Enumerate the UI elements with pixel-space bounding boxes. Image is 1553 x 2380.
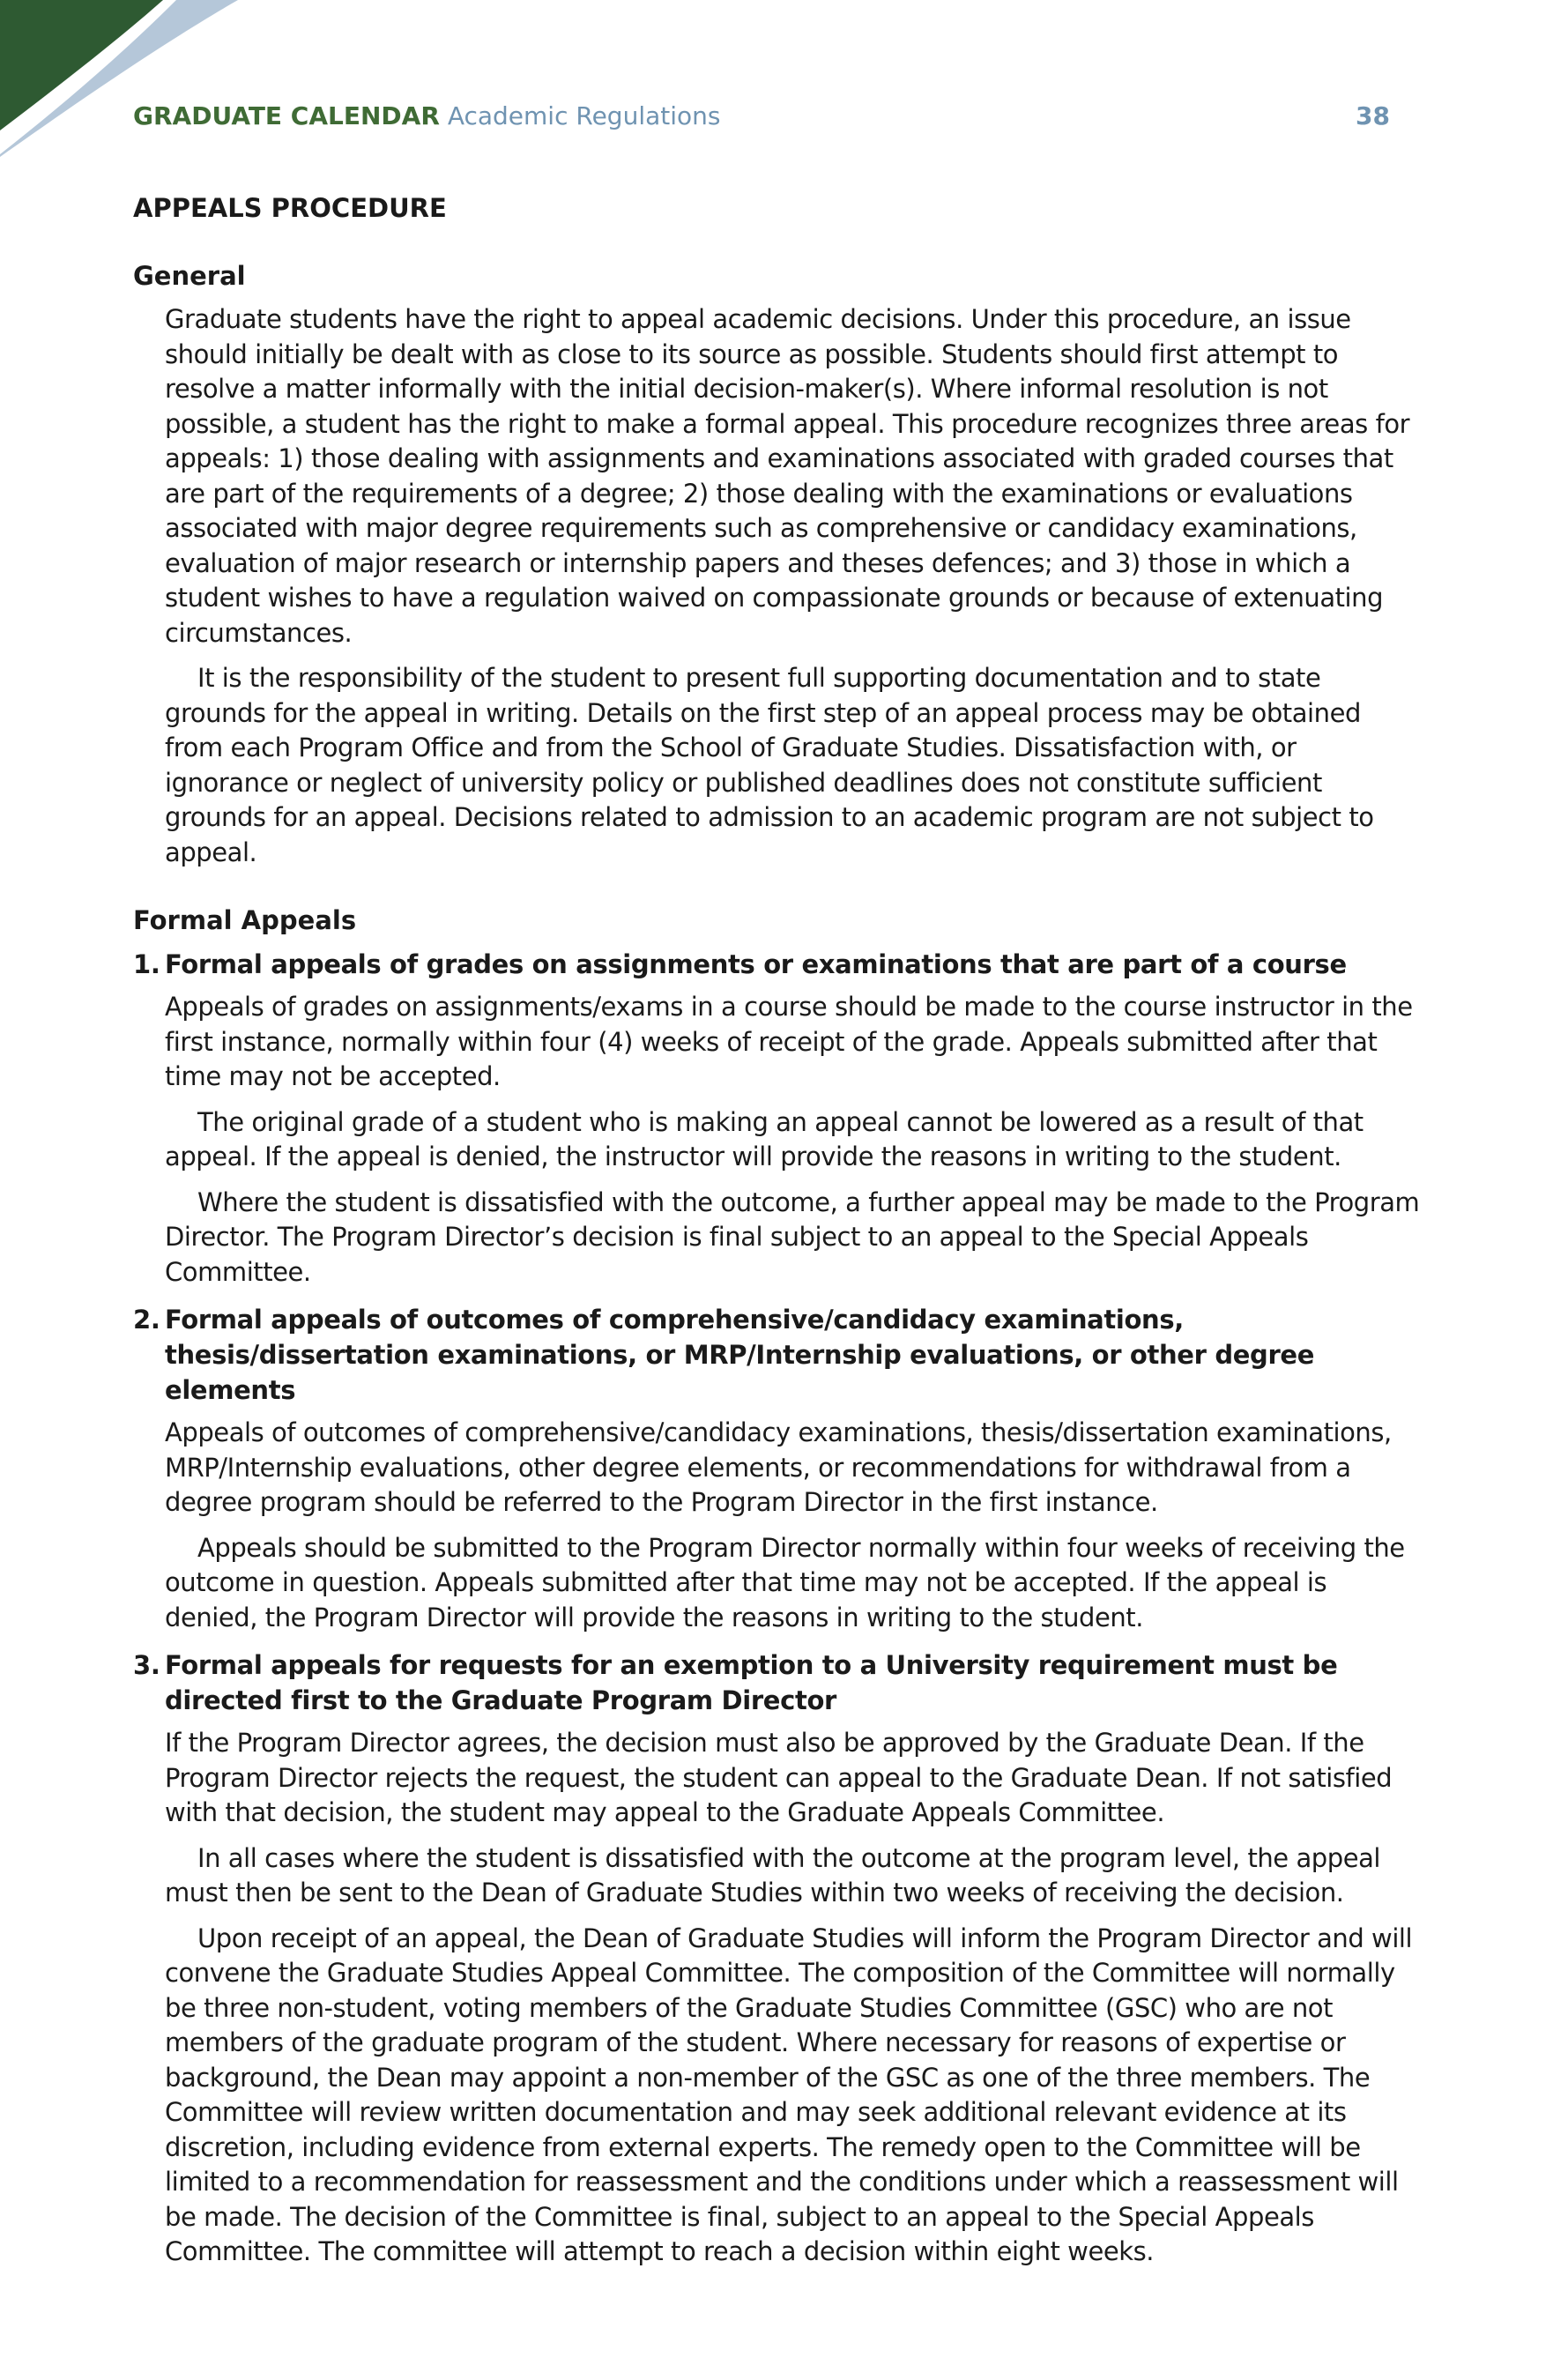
- page-number: 38: [1356, 101, 1390, 130]
- paragraph: Where the student is dissatisfied with the outcome, a further appeal may be made to the Program Director. The Program Director’s decision is final subject to an appeal to the Special Appeals Committee.: [165, 1186, 1420, 1287]
- running-header: [133, 99, 1390, 134]
- paragraph: If the Program Director agrees, the decision must also be approved by the Graduate Dean. If the Program Director rejects the request, the student can appeal to the Graduate Dean. If not satisfied with that decision, the student may appeal to the Graduate Appeals Committee.: [165, 1728, 1393, 1827]
- paragraph: Upon receipt of an appeal, the Dean of Graduate Studies will inform the Program Director and will convene the Graduate Studies Appeal Committee. The composition of the Committee will normally be three non-student, voting members of the Graduate Studies Committee (GSC) who are not members of the graduate program of the student. Where necessary for reasons of expertise or background, the Dean may appoint a non-member of the GSC as one of the three members. The Committee will review written documentation and may seek additional relevant evidence at its discretion, including evidence from external experts. The remedy open to the Committee will be limited to a recommendation for reassessment and the conditions under which a reassessment will be made. The decision of the Committee is final, subject to an appeal to the Special Appeals Committee. The committee will attempt to reach a decision within eight weeks.: [165, 1923, 1413, 2266]
- item-heading: Formal appeals of grades on assignments or examinations that are part of a course: [165, 949, 1347, 979]
- paragraph: Graduate students have the right to appeal academic decisions. Under this procedure, an issue should initially be dealt with as close to its source as possible. Students should first attempt to resolve a matter informally with the initial decision-maker(s). Where informal resolution is not possible, a student has the right to make a formal appeal. This procedure recognizes three areas for appeals: 1) those dealing with assignments and examinations associated with graded courses that are part of the requirements of a degree; 2) those dealing with the examinations or evaluations associated with major degree requirements such as comprehensive or candidacy examinations, evaluation of major research or internship papers and theses defences; and 3) those in which a student wishes to have a regulation waived on compassionate grounds or because of extenuating circumstances.: [165, 304, 1410, 648]
- corner-swoosh-graphic: [0, 0, 256, 159]
- header-section: Academic Regulations: [447, 101, 721, 130]
- general-section: [165, 302, 1420, 870]
- paragraph: In all cases where the student is dissatisfied with the outcome at the program level, the appeal must then be sent to the Dean of Graduate Studies within two weeks of receiving the decision.: [165, 1842, 1381, 1908]
- paragraph: The original grade of a student who is making an appeal cannot be lowered as a result of that appeal. If the appeal is denied, the instructor will provide the reasons in writing to the student.: [165, 1106, 1364, 1171]
- paragraph: Appeals should be submitted to the Program Director normally within four weeks of receiving the outcome in question. Appeals submitted after that time may not be accepted. If the appeal is denied, the Program Director will provide the reasons in writing to the student.: [165, 1532, 1405, 1633]
- item-number: 1.: [133, 949, 160, 979]
- page-body: [133, 190, 1420, 2270]
- numbered-item: [133, 1302, 1420, 1635]
- numbered-item: [133, 947, 1420, 1290]
- numbered-item: [133, 1647, 1420, 2270]
- page-title: APPEALS PROCEDURE: [133, 193, 447, 223]
- item-heading: Formal appeals for requests for an exemption to a University requirement must be directed first to the Graduate Program Director: [165, 1650, 1338, 1715]
- paragraph: Appeals of grades on assignments/exams in a course should be made to the course instructor in the first instance, normally within four (4) weeks of receipt of the grade. Appeals submitted after that time may not be accepted.: [165, 992, 1413, 1091]
- header-brand: GRADUATE CALENDAR: [133, 101, 440, 130]
- item-heading: Formal appeals of outcomes of comprehensive/candidacy examinations, thesis/dissertation examinations, or MRP/Internship evaluations, or other degree elements: [165, 1305, 1315, 1405]
- paragraph: Appeals of outcomes of comprehensive/candidacy examinations, thesis/dissertation examinations, MRP/Internship evaluations, other degree elements, or recommendations for withdrawal from a degree program should be referred to the Program Director in the first instance.: [165, 1417, 1392, 1517]
- item-number: 2.: [133, 1305, 160, 1335]
- item-number: 3.: [133, 1650, 160, 1680]
- paragraph: It is the responsibility of the student to present full supporting documentation and to state grounds for the appeal in writing. Details on the first step of an appeal process may be obtained from each Program Office and from the School of Graduate Studies. Dissatisfaction with, or ignorance or neglect of university policy or published deadlines does not constitute sufficient grounds for an appeal. Decisions related to admission to an academic program are not subject to appeal.: [165, 663, 1374, 867]
- section-heading-general: General: [133, 261, 246, 291]
- section-heading-formal-appeals: Formal Appeals: [133, 905, 357, 935]
